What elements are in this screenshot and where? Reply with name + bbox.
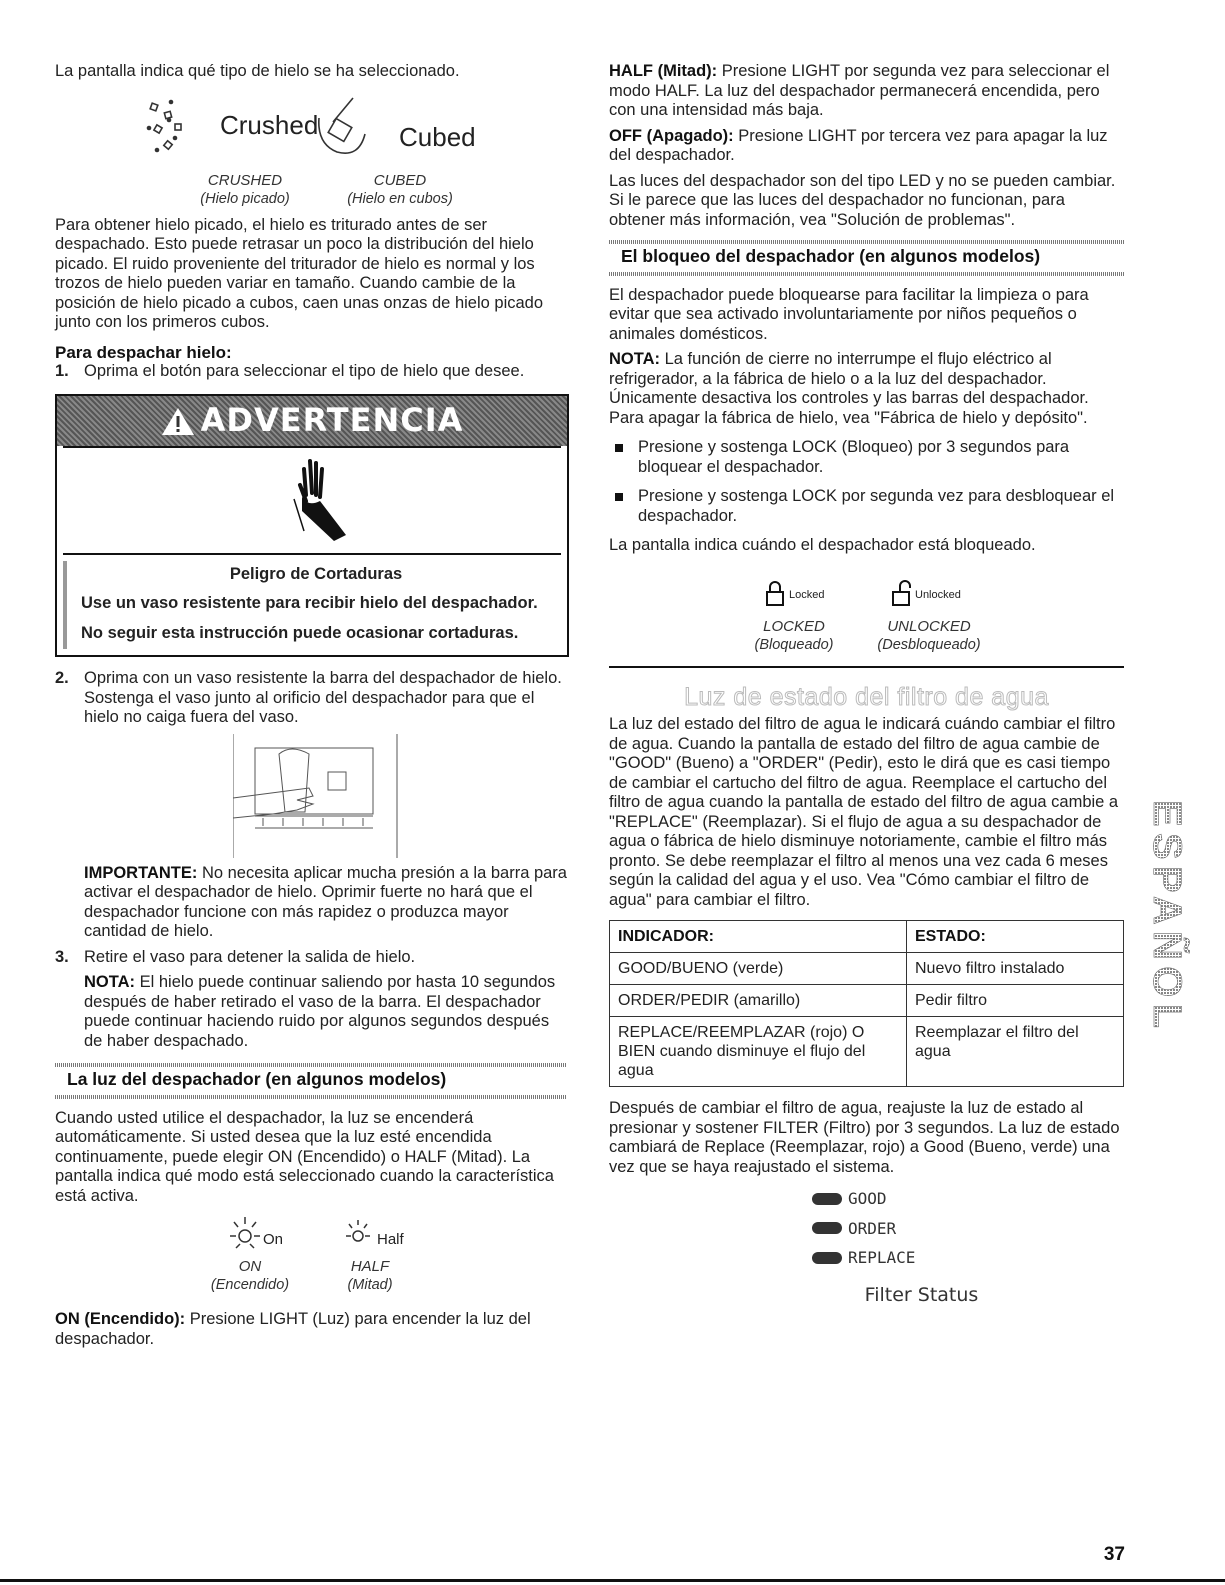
half-text: Presione LIGHT por segunda vez para seleccionar el modo HALF. La luz del despachador permanecerá encendida, pero con una intensidad más baja.	[609, 62, 1110, 119]
bullet-square-icon	[615, 493, 623, 501]
half-lead: HALF (Mitad):	[609, 62, 718, 80]
padlock-locked-icon	[765, 580, 785, 606]
ice-icons	[55, 94, 567, 214]
padlock-unlocked-icon	[891, 580, 913, 606]
lock-nota-lead: NOTA:	[609, 350, 661, 368]
locked-caption: LOCKED	[763, 617, 825, 635]
warning-title: ADVERTENCIA	[200, 400, 464, 439]
page-number: 37	[1103, 1544, 1125, 1565]
important-paragraph	[55, 864, 567, 942]
bullet-square-icon	[615, 444, 623, 452]
warning-line-2: No seguir esta instrucción puede ocasionar cortaduras.	[81, 623, 519, 642]
nota-paragraph	[55, 973, 567, 1051]
on-paragraph	[55, 1310, 567, 1349]
crushed-caption: CRUSHED	[207, 171, 283, 189]
on-lead: ON (Encendido):	[55, 1310, 186, 1328]
table-cell: Reemplazar el filtro del agua	[907, 1017, 1124, 1087]
lock-icons	[609, 576, 1124, 660]
cut-hand-icon	[272, 455, 352, 545]
step-3-text: Retire el vaso para detener la salida de hielo.	[84, 947, 416, 966]
filter-status-title: Filter Status	[864, 1283, 979, 1306]
light-heading: La luz del despachador (en algunos modelos)	[67, 1069, 447, 1089]
table-cell: GOOD/BUENO (verde)	[610, 953, 907, 985]
svg-text:ESPAÑOL: ESPAÑOL	[1148, 800, 1189, 1028]
step-2-text: Oprima con un vaso resistente la barra del despachador de hielo. Sostenga el vaso junto al orificio del despachador para que el hielo no caiga fuera del vaso.	[84, 669, 562, 726]
lock-bullet-2	[609, 487, 1124, 526]
step-1	[55, 362, 567, 382]
half-label: Half	[377, 1231, 404, 1248]
table-cell: REPLACE/REEMPLAZAR (rojo) O BIEN cuando disminuye el flujo del agua	[610, 1017, 907, 1087]
lock-bullet-2-text: Presione y sostenga LOCK por segunda vez para desbloquear el despachador.	[638, 487, 1115, 525]
warning-body	[63, 561, 561, 650]
on-label: On	[263, 1231, 284, 1248]
filter-status-table	[609, 920, 1124, 1087]
lock-nota-paragraph	[609, 350, 1124, 428]
locked-label: Locked	[789, 588, 825, 601]
warning-box	[55, 394, 569, 658]
lock-paragraph: El despachador puede bloquearse para facilitar la limpieza o para evitar que sea activado involuntariamente por niños pequeños o animales domésticos.	[609, 285, 1089, 343]
crushed-label: Crushed	[220, 109, 319, 140]
lock-nota-text: La función de cierre no interrumpe el flujo eléctrico al refrigerador, a la fábrica de hielo o a la luz del despachador. Únicamente desactiva los controles y las barras del despachador. Para apagar la fábrica de hielo, vea "Fábrica de hielo y depósito".	[609, 350, 1089, 427]
light-paragraph: Cuando usted utilice el despachador, la luz se encenderá automáticamente. Si usted desea que la luz esté encendida continuamente, puede elegir ON (Encendido) o HALF (Mitad). La pantalla indica qué modo está seleccionado cuando la característica está activa.	[55, 1108, 554, 1205]
warning-triangle-icon	[161, 406, 195, 436]
right-column	[609, 62, 1124, 1305]
cubed-ice-icon	[313, 94, 373, 164]
filter-heading: Luz de estado del filtro de agua	[684, 682, 1049, 711]
status-order-label: ORDER	[848, 1218, 897, 1238]
table-cell: ORDER/PEDIR (amarillo)	[610, 985, 907, 1017]
language-side-tab	[1148, 800, 1190, 1030]
important-lead: IMPORTANTE:	[84, 863, 198, 882]
step-3	[55, 948, 567, 968]
status-indicator-icon	[812, 1222, 842, 1234]
status-order	[812, 1219, 1124, 1239]
on-subcaption: (Encendido)	[210, 1277, 290, 1293]
locked-subcaption: (Bloqueado)	[754, 636, 834, 653]
warning-pictogram	[63, 446, 561, 555]
table-row	[610, 985, 1124, 1017]
side-tab-text	[1148, 800, 1190, 1030]
half-caption: HALF	[350, 1258, 390, 1275]
status-good-label: GOOD	[848, 1189, 887, 1208]
table-cell: Nuevo filtro instalado	[907, 953, 1124, 985]
status-indicator-icon	[812, 1193, 842, 1205]
step-3-number: 3.	[55, 947, 69, 966]
warning-line-1: Use un vaso resistente para recibir hielo del despachador.	[81, 594, 538, 612]
cubed-label: Cubed	[399, 121, 476, 152]
status-good	[812, 1189, 1124, 1209]
cubed-caption: CUBED	[373, 171, 427, 189]
half-subcaption: (Mitad)	[347, 1277, 393, 1293]
table-cell: Pedir filtro	[907, 985, 1124, 1017]
step-2-number: 2.	[55, 669, 69, 687]
dispense-heading: Para despachar hielo:	[55, 342, 232, 362]
unlocked-label: Unlocked	[915, 588, 961, 601]
light-icons	[55, 1216, 567, 1298]
important-text: No necesita aplicar mucha presión a la barra para activar el despachador de hielo. Oprimir fuerte no hará que el despachador funcione con más rapidez o produzca mayor cantidad de hielo.	[84, 863, 567, 940]
status-replace	[812, 1248, 1124, 1268]
dispenser-illustration	[233, 734, 403, 858]
crushed-subcaption: (Hielo picado)	[200, 190, 290, 207]
off-paragraph	[609, 127, 1124, 166]
bulb-half-icon	[345, 1216, 371, 1250]
table-row	[610, 953, 1124, 985]
unlocked-caption: UNLOCKED	[887, 617, 971, 635]
bottom-rule	[0, 1579, 1225, 1582]
table-header: ESTADO:	[907, 921, 1124, 953]
unlocked-subcaption: (Desbloqueado)	[877, 636, 981, 653]
status-indicator-icon	[812, 1252, 842, 1264]
cubed-subcaption: (Hielo en cubos)	[347, 190, 453, 207]
warning-header	[57, 396, 567, 446]
lock-heading: El bloqueo del despachador (en algunos modelos)	[621, 246, 1041, 266]
table-row	[610, 1017, 1124, 1087]
warning-hazard: Peligro de Cortaduras	[229, 564, 403, 583]
lock-bullet-1	[609, 438, 1124, 477]
on-text: Presione LIGHT (Luz) para encender la luz del despachador.	[55, 1310, 531, 1348]
off-lead: OFF (Apagado):	[609, 126, 734, 145]
glass-at-dispenser-icon	[233, 734, 403, 858]
step-2	[55, 669, 567, 728]
filter-status-display	[609, 1189, 1124, 1268]
left-column	[55, 62, 567, 1355]
after-change-paragraph: Después de cambiar el filtro de agua, reajuste la luz de estado al presionar y sostener FILTER (Filtro) por 3 segundos. La luz de estado cambiará de Replace (Reemplazar, rojo) a Good (Bueno, verde) una vez que se haya reajustado el sistema.	[609, 1099, 1120, 1176]
crushed-ice-paragraph: Para obtener hielo picado, el hielo es triturado antes de ser despachado. Esto puede retrasar un poco la distribución del hielo picado. El ruido proveniente del triturador de hielo es normal y los trozos de hielo pueden variar en tamaño. Cuando cambie de la posición de hielo picado a cubos, caen unas onzas de hielo picado junto con los primeros cubos.	[55, 215, 544, 331]
lock-bullet-1-text: Presione y sostenga LOCK (Bloqueo) por 3 segundos para bloquear el despachador.	[638, 438, 1070, 476]
nota-lead: NOTA:	[84, 973, 136, 991]
half-paragraph	[609, 62, 1124, 121]
bulb-on-icon	[230, 1216, 260, 1252]
lock-display-paragraph: La pantalla indica cuándo el despachador está bloqueado.	[609, 536, 1036, 554]
ice-intro: La pantalla indica qué tipo de hielo se ha seleccionado.	[55, 62, 460, 80]
on-caption: ON	[238, 1258, 262, 1275]
crushed-ice-icon	[145, 94, 215, 164]
table-header-row	[610, 921, 1124, 953]
filter-paragraph: La luz del estado del filtro de agua le indicará cuándo cambiar el filtro de agua. Cuando la pantalla de estado del filtro de agua cambie de "GOOD" (Bueno) a "ORDER" (Pedir), esto le dirá que es casi tiempo de cambiar el cartucho del filtro de agua. Reemplace el cartucho del filtro de agua cuando la pantalla de estado del filtro de agua cambie a "REPLACE" (Reemplazar). Si el flujo de agua a su despachador de agua o fábrica de hielo disminuye notoriamente, cambie el filtro más pronto. Se debe reemplazar el filtro al menos una vez cada 6 meses según la calidad del agua y el uso. Vea "Cómo cambiar el filtro de agua" para cambiar el filtro.	[609, 715, 1119, 909]
led-paragraph: Las luces del despachador son del tipo LED y no se pueden cambiar. Si le parece que las luces del despachador no funcionan, para obtener más información, vea "Solución de problemas".	[609, 171, 1116, 229]
step-1-number: 1.	[55, 362, 69, 380]
table-header: INDICADOR:	[610, 921, 907, 953]
nota-text: El hielo puede continuar saliendo por hasta 10 segundos después de haber retirado el vaso de la barra. El despachador puede continuar haciendo ruido por algunos segundos después de haber despachado.	[84, 973, 556, 1050]
off-text: Presione LIGHT por tercera vez para apagar la luz del despachador.	[609, 126, 1108, 164]
step-1-text: Oprima el botón para seleccionar el tipo de hielo que desee.	[84, 362, 525, 380]
status-replace-label: REPLACE	[848, 1248, 916, 1267]
